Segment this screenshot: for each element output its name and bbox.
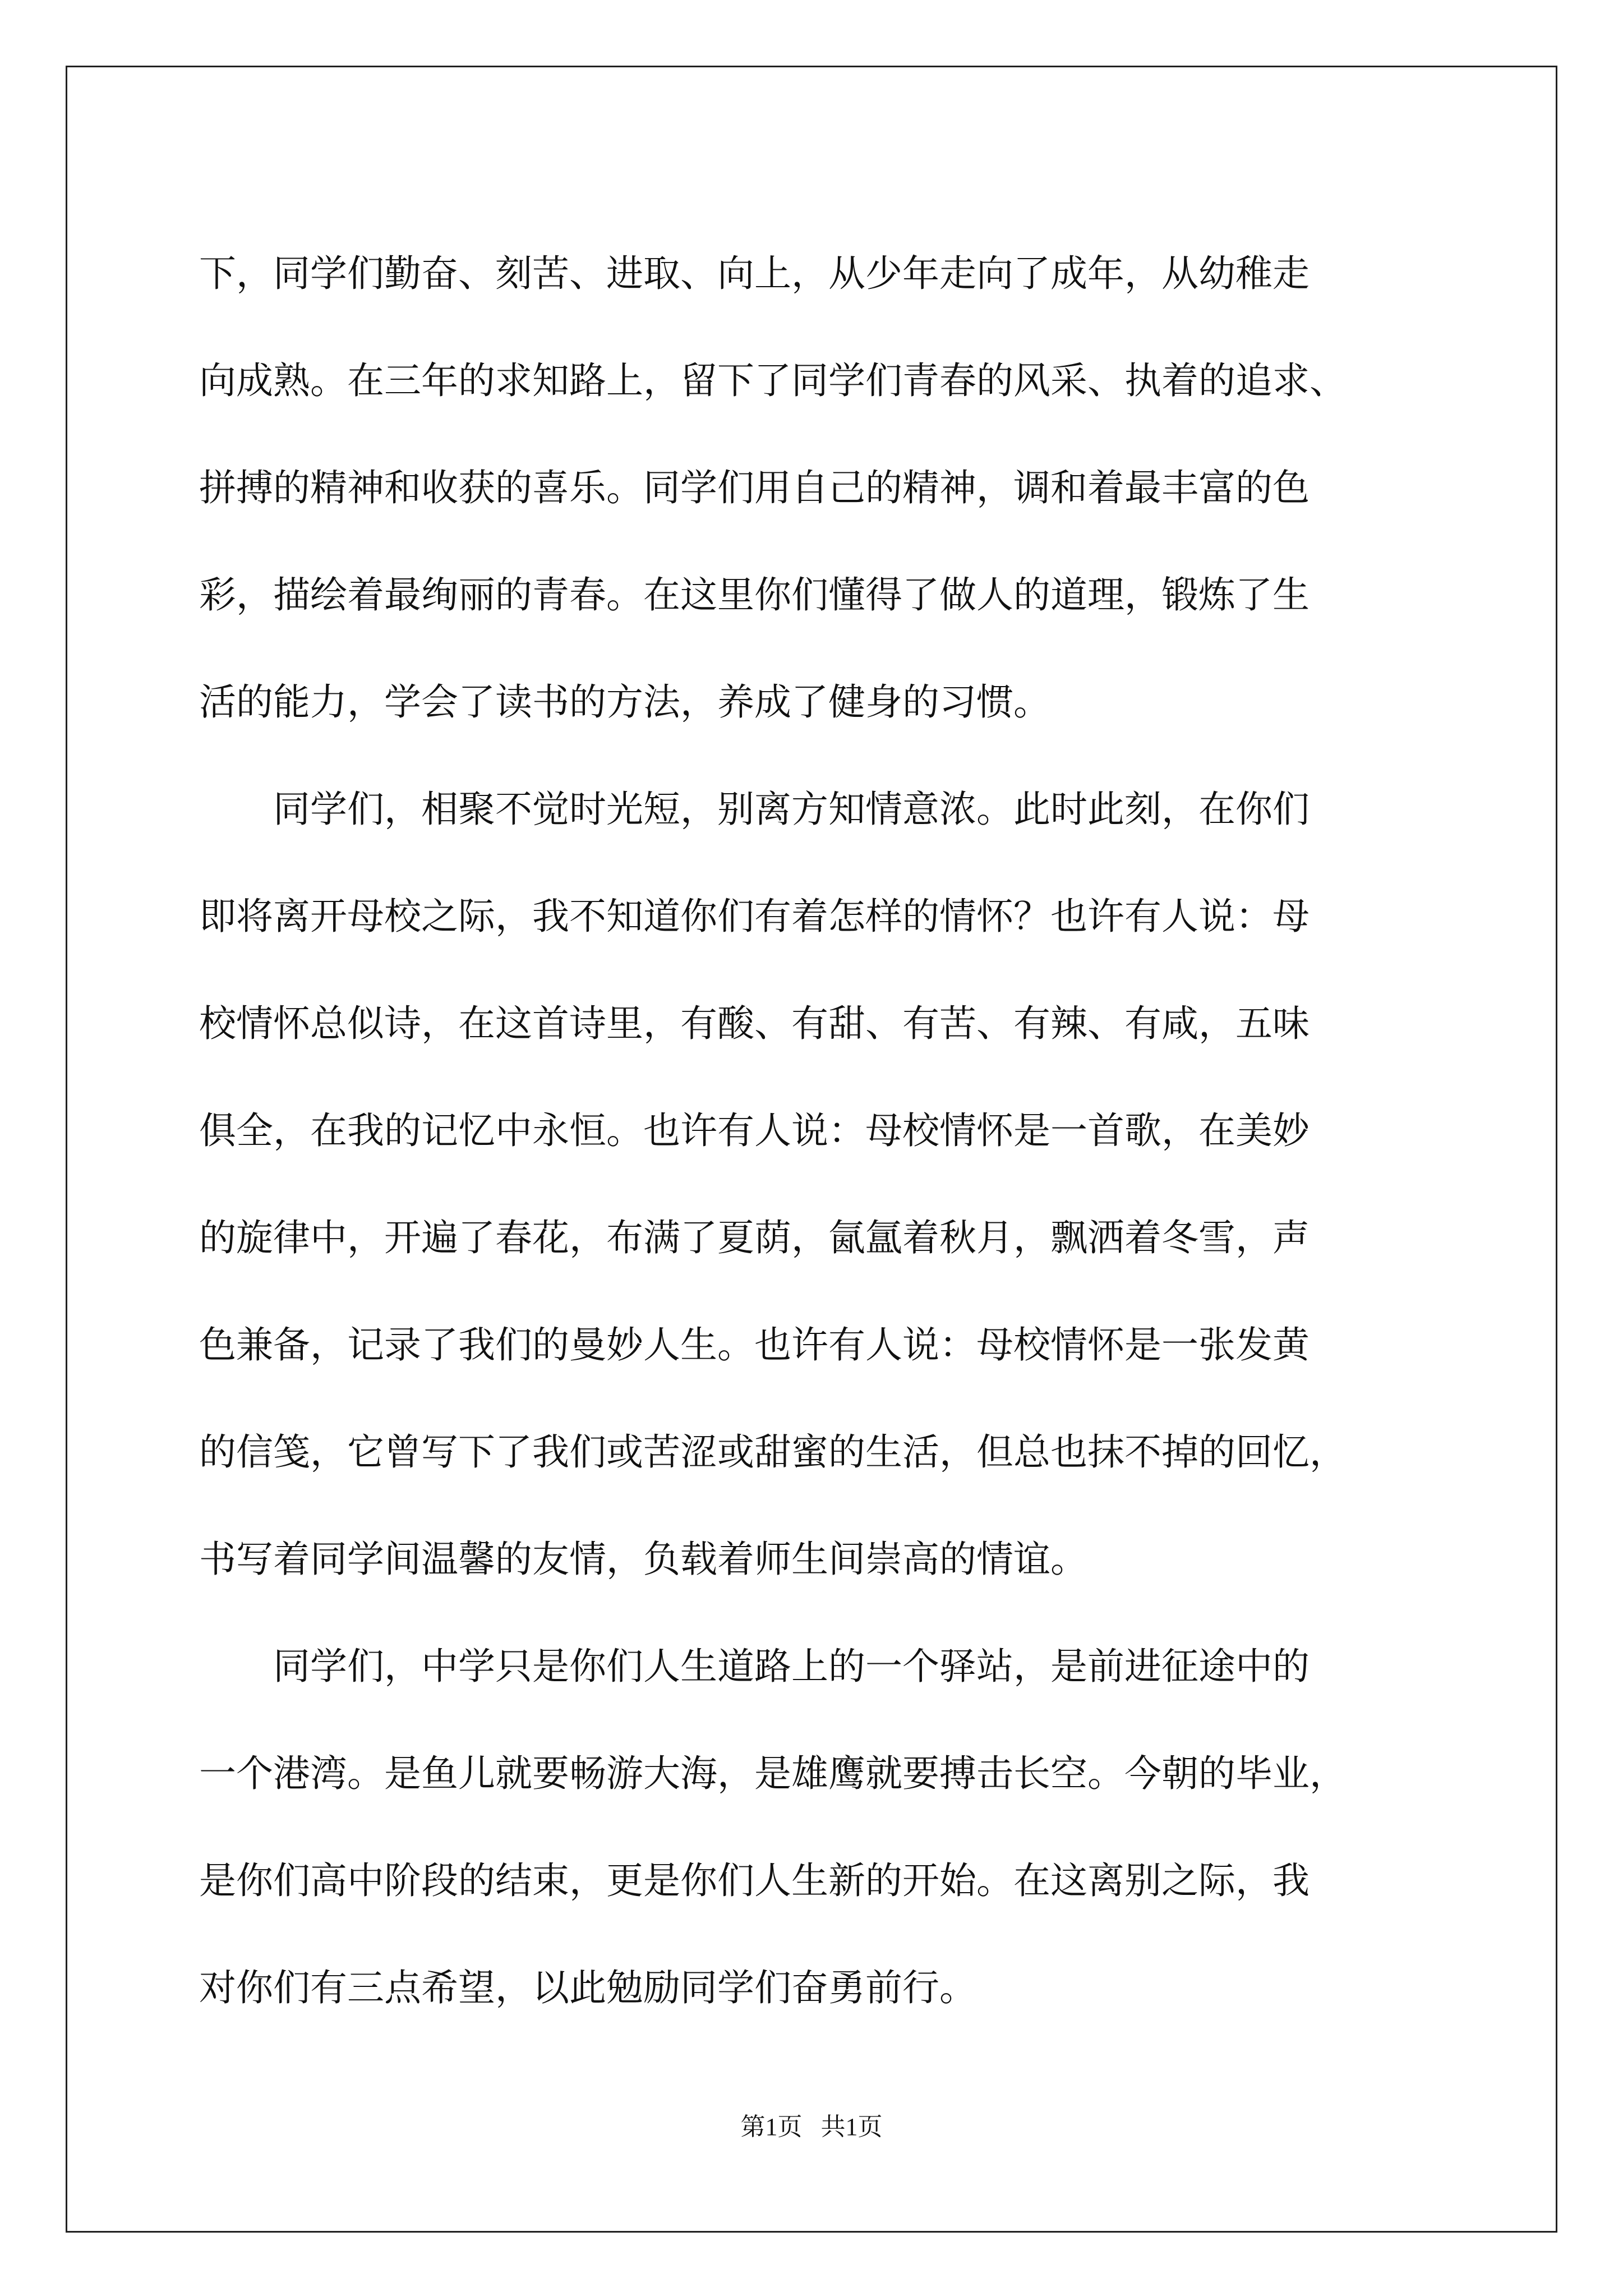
document-body (199, 220, 1433, 2041)
text-line-15: 一个港湾。是鱼儿就要畅游大海，是雄鹰就要搏击长空。今朝的毕业， (199, 1752, 1347, 1795)
text-line-13: 书写着同学间温馨的友情，负载着师生间崇高的情谊。 (199, 1538, 1087, 1581)
text-line-6: 同学们，相聚不觉时光短，别离方知情意浓。此时此刻，在你们 (199, 788, 1310, 831)
text-line-9: 俱全，在我的记忆中永恒。也许有人说：母校情怀是一首歌，在美妙 (199, 1109, 1310, 1152)
text-line-14: 同学们，中学只是你们人生道路上的一个驿站，是前进征途中的 (199, 1645, 1310, 1688)
text-line-4: 彩，描绘着最绚丽的青春。在这里你们懂得了做人的道理，锻炼了生 (199, 573, 1310, 616)
text-line-12: 的信笺，它曾写下了我们或苦涩或甜蜜的生活，但总也抹不掉的回忆， (199, 1430, 1347, 1474)
text-line-7: 即将离开母校之际，我不知道你们有着怎样的情怀？也许有人说：母 (199, 895, 1310, 938)
text-line-11: 色兼备，记录了我们的曼妙人生。也许有人说：母校情怀是一张发黄 (199, 1323, 1310, 1366)
text-line-5: 活的能力，学会了读书的方法，养成了健身的习惯。 (199, 680, 1050, 724)
text-line-2: 向成熟。在三年的求知路上，留下了同学们青春的风采、执着的追求、 (199, 359, 1347, 402)
text-line-16: 是你们高中阶段的结束，更是你们人生新的开始。在这离别之际，我 (199, 1859, 1310, 1902)
text-line-8: 校情怀总似诗，在这首诗里，有酸、有甜、有苦、有辣、有咸，五味 (199, 1002, 1310, 1045)
text-line-3: 拼搏的精神和收获的喜乐。同学们用自己的精神，调和着最丰富的色 (199, 466, 1310, 509)
text-line-10: 的旋律中，开遍了春花，布满了夏荫，氤氲着秋月，飘洒着冬雪，声 (199, 1216, 1310, 1259)
text-line-17: 对你们有三点希望，以此勉励同学们奋勇前行。 (199, 1966, 976, 2009)
page-footer: 第1页 共1页 (740, 2113, 883, 2141)
text-line-1: 下，同学们勤奋、刻苦、进取、向上，从少年走向了成年，从幼稚走 (199, 252, 1310, 295)
